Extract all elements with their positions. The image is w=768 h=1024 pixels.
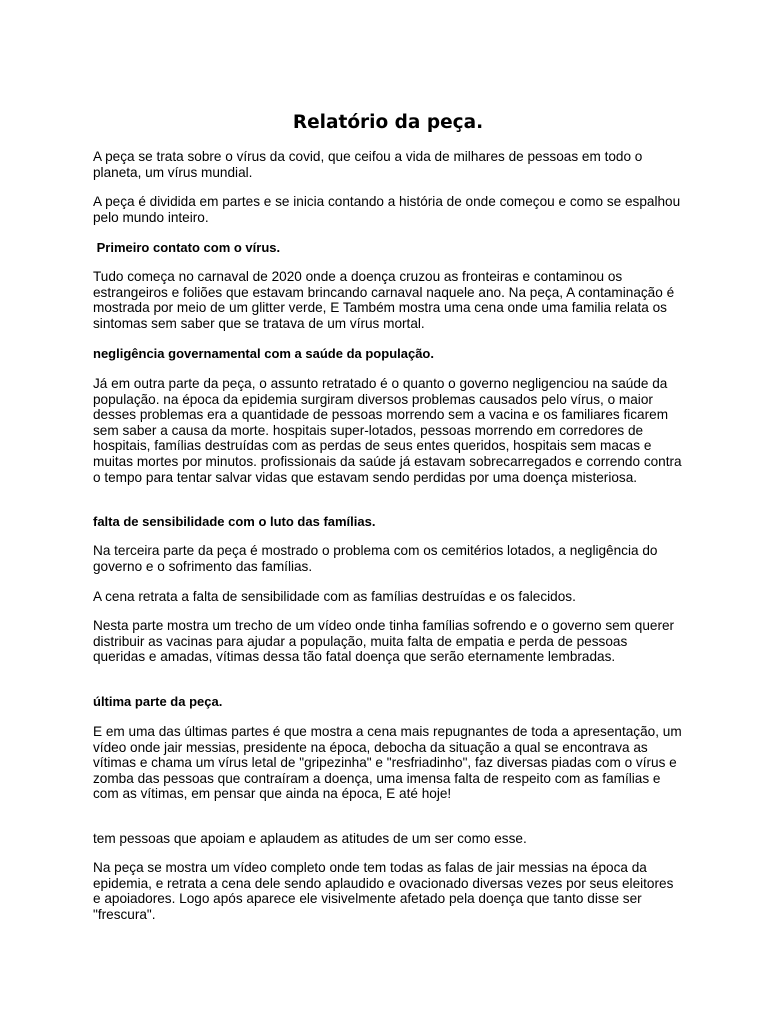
negligence-paragraph: Já em outra parte da peça, o assunto retratado é o quanto o governo negligenciou na saúde da população. na época da epidemia surgiram diversos problemas causados pelo vírus, o maior desses problemas era a quantidade de pessoas morrendo sem a vacina e os familiares ficarem sem saber a causa da morte. hospitais super-lotados, pessoas morrendo em corredores de hospitais, famílias destruídas com as perdas de seus entes queridos, hospitais sem macas e muitas mortes por minutos. profissionais da saúde já estavam sobrecarregados e correndo contra o tempo para tentar salvar vidas que estavam sendo perdidas por uma doença misteriosa.	[93, 376, 682, 485]
section-heading-mourning: falta de sensibilidade com o luto das famílias.	[93, 514, 376, 529]
last-part-paragraph: E em uma das últimas partes é que mostra a cena mais repugnantes de toda a apresentação, um vídeo onde jair messias, presidente na época, debocha da situação a qual se encontrava as vítimas e chama um vírus letal de "gripezinha" e "resfriadinho", faz diversas piadas com o vírus e zomba das pessoas que contraíram a doença, uma imensa falta de respeito com as famílias e com as vítimas, em pensar que ainda na época, E até hoje!	[93, 724, 682, 802]
third-part-paragraph: Na terceira parte da peça é mostrado o problema com os cemitérios lotados, a negligência do governo e o sofrimento das famílias.	[93, 543, 658, 574]
section-heading-last-part: última parte da peça.	[93, 694, 223, 709]
intro-paragraph: A peça se trata sobre o vírus da covid, que ceifou a vida de milhares de pessoas em todo o planeta, um vírus mundial.	[93, 149, 643, 180]
structure-paragraph: A peça é dividida em partes e se inicia contando a história de onde começou e como se espalhou pelo mundo inteiro.	[93, 194, 681, 225]
first-contact-paragraph: Tudo começa no carnaval de 2020 onde a doença cruzou as fronteiras e contaminou os estrangeiros e foliões que estavam brincando carnaval naquele ano. Na peça, A contaminação é mostrada por meio de um glitter verde, E Também mostra uma cena onde uma familia relata os sintomas sem saber que se tratava de um vírus mortal.	[93, 269, 675, 331]
document-title: Relatório da peça.	[292, 112, 484, 133]
video-paragraph: Nesta parte mostra um trecho de um vídeo onde tinha famílias sofrendo e o governo sem querer distribuir as vacinas para ajudar a população, muita falta de empatia e perda de pessoas queridas e amadas, vítimas dessa tão fatal doença que serão eternamente lembradas.	[93, 618, 675, 665]
full-video-paragraph: Na peça se mostra um vídeo completo onde tem todas as falas de jair messias na época da epidemia, e retrata a cena dele sendo aplaudido e ovacionado diversas vezes por seus eleitores e apoiadores. Logo após aparece ele visivelmente afetado pela doença que tanto disse ser "frescura".	[93, 860, 674, 922]
scene-paragraph: A cena retrata a falta de sensibilidade com as famílias destruídas e os falecidos.	[93, 589, 576, 604]
supporters-paragraph: tem pessoas que apoiam e aplaudem as atitudes de um ser como esse.	[93, 831, 527, 846]
section-heading-first-contact: Primeiro contato com o vírus.	[93, 240, 281, 255]
section-heading-negligence: negligência governamental com a saúde da população.	[93, 346, 434, 361]
